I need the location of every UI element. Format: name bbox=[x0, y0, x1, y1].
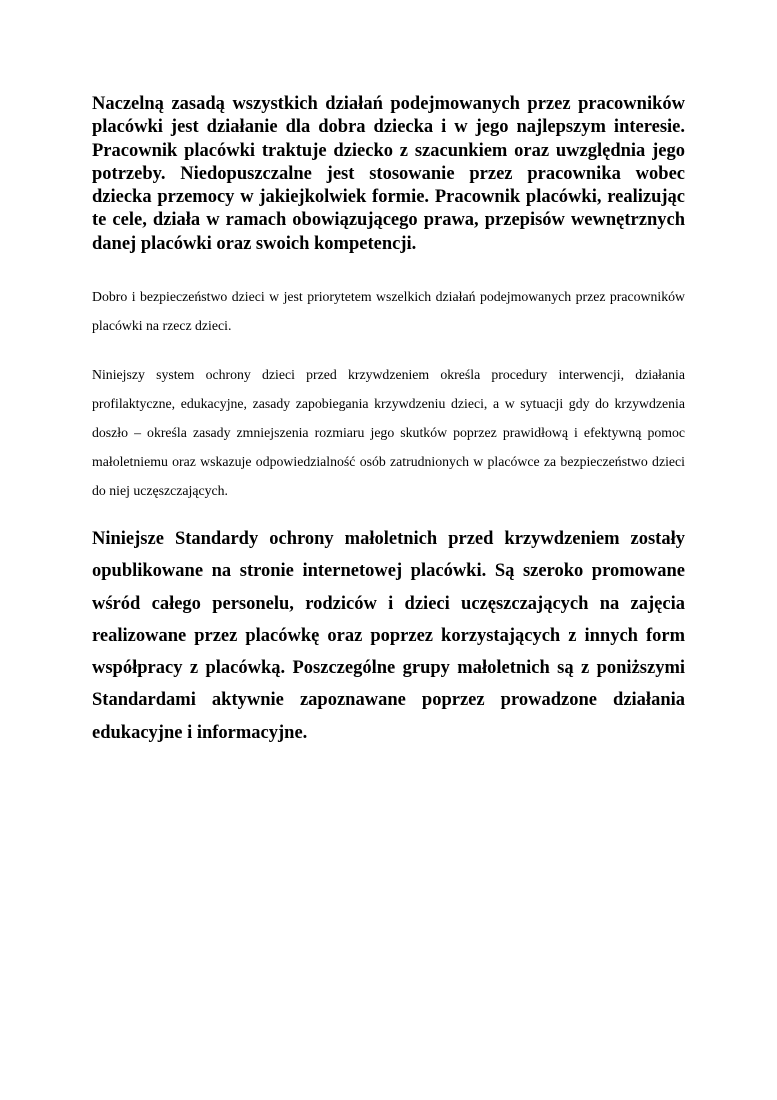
paragraph-standards-publication: Niniejsze Standardy ochrony małoletnich przed krzywdzeniem zostały opublikowane na stronie internetowej placówki. Są szeroko promowane wśród całego personelu, rodziców i dzieci uczęszczających na zajęcia realizowane przez placówkę oraz poprzez korzystających z innych form współpracy z placówką. Poszczególne grupy małoletnich są z poniższymi Standardami aktywnie zapoznawane poprzez prowadzone działania edukacyjne i informacyjne. bbox=[92, 529, 685, 743]
paragraph-child-welfare-priority: Dobro i bezpieczeństwo dzieci w jest priorytetem wszelkich działań podejmowanych przez pracowników placówki na rzecz dzieci. bbox=[92, 289, 685, 333]
paragraph-guiding-principle: Naczelną zasadą wszystkich działań podejmowanych przez pracowników placówki jest działanie dla dobra dziecka i w jego najlepszym interesie. Pracownik placówki traktuje dziecko z szacunkiem oraz uwzględnia jego potrzeby. Niedopuszczalne jest stosowanie przez pracownika wobec dziecka przemocy w jakiejkolwiek formie. Pracownik placówki, realizując te cele, działa w ramach obowiązującego prawa, przepisów wewnętrznych danej placówki oraz swoich kompetencji. bbox=[92, 94, 685, 254]
paragraph-protection-system: Niniejszy system ochrony dzieci przed krzywdzeniem określa procedury interwencji, działania profilaktyczne, edukacyjne, zasady zapobiegania krzywdzeniu dzieci, a w sytuacji gdy do krzywdzenia doszło – określa zasady zmniejszenia rozmiaru jego skutków poprzez prawidłową i efektywną pomoc małoletniemu oraz wskazuje odpowiedzialność osób zatrudnionych w placówce za bezpieczeństwo dzieci do niej uczęszczających. bbox=[92, 367, 685, 498]
